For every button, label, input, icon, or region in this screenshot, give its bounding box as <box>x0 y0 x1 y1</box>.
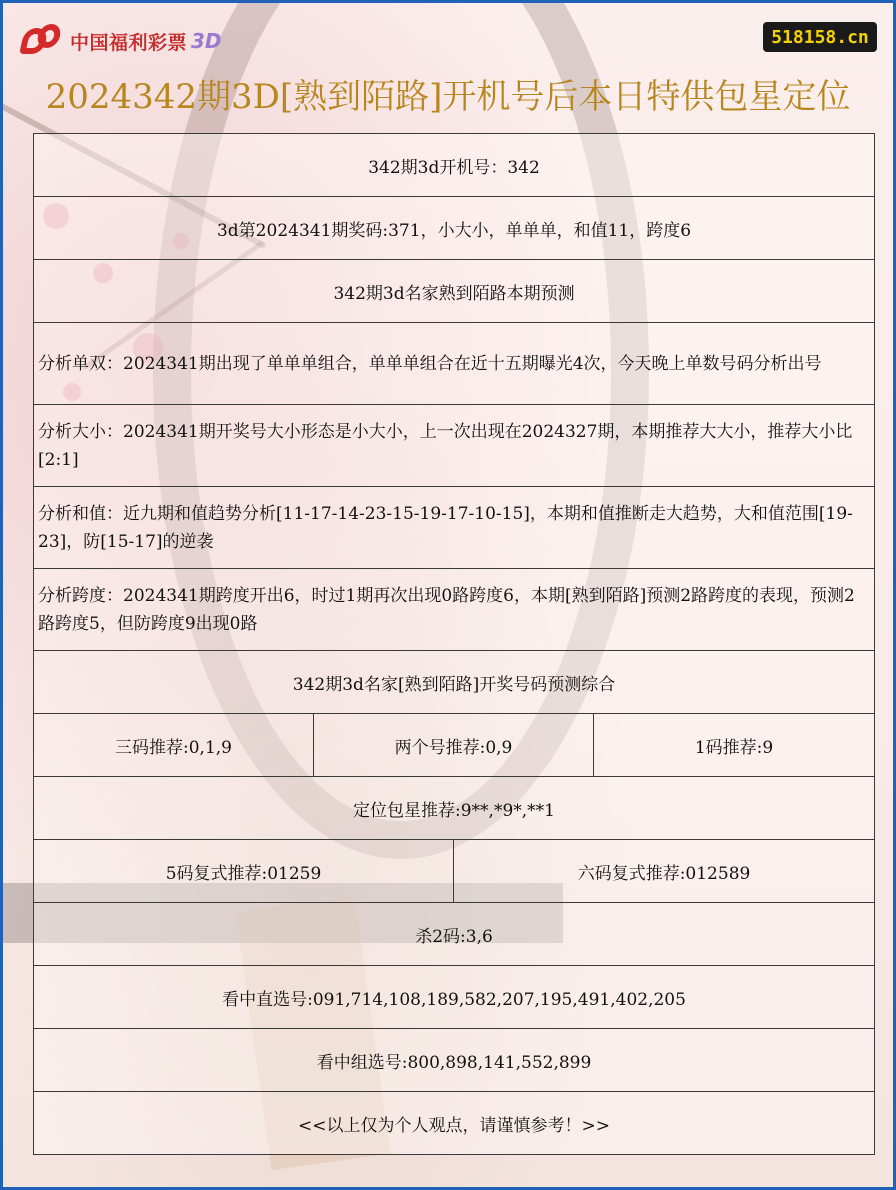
table-row <box>34 903 875 966</box>
table-row <box>34 840 875 903</box>
one-code-cell: 1码推荐:9 <box>594 714 875 777</box>
lottery-logo <box>22 21 222 61</box>
welfare-lottery-logo-icon <box>22 22 64 60</box>
page-title: 2024342期3D[熟到陌路]开机号后本日特供包星定位 <box>45 77 851 117</box>
direct-picks-cell: 看中直选号:091,714,108,189,582,207,195,491,402,205 <box>34 966 875 1029</box>
five-multi-cell: 5码复式推荐:01259 <box>34 840 454 903</box>
table-row <box>34 1092 875 1155</box>
disclaimer-cell: <<以上仅为个人观点，请谨慎参考！>> <box>34 1092 875 1155</box>
site-badge[interactable]: 518158.cn <box>763 22 877 52</box>
three-codes-cell: 三码推荐:0,1,9 <box>34 714 314 777</box>
two-codes-cell: 两个号推荐:0,9 <box>314 714 594 777</box>
analysis-span-cell: 分析跨度：2024341期跨度开出6，时过1期再次出现0路跨度6，本期[熟到陌路]预测2路跨度的表现，预测2路跨度5，但防跨度9出现0路 <box>34 569 875 651</box>
table-row <box>34 1029 875 1092</box>
table-row <box>34 260 875 323</box>
analysis-odd-even-cell: 分析单双：2024341期出现了单单单组合，单单单组合在近十五期曝光4次，今天晚上单数号码分析出号 <box>34 323 875 405</box>
table-row <box>34 777 875 840</box>
group-picks-cell: 看中组选号:800,898,141,552,899 <box>34 1029 875 1092</box>
table-row <box>34 197 875 260</box>
forecast-heading-cell: 342期3d名家熟到陌路本期预测 <box>34 260 875 323</box>
six-multi-cell: 六码复式推荐:012589 <box>454 840 875 903</box>
table-row <box>34 134 875 197</box>
table-row <box>34 487 875 569</box>
table-row <box>34 714 875 777</box>
table-row <box>34 405 875 487</box>
logo-3d-text: 3D <box>191 29 222 53</box>
logo-text: 中国福利彩票 <box>70 31 188 54</box>
open-number-cell: 342期3d开机号：342 <box>34 134 875 197</box>
last-draw-cell: 3d第2024341期奖码:371，小大小，单单单，和值11，跨度6 <box>34 197 875 260</box>
table-row <box>34 651 875 714</box>
table-row <box>34 323 875 405</box>
prediction-table <box>33 133 875 1155</box>
summary-heading-cell: 342期3d名家[熟到陌路]开奖号码预测综合 <box>34 651 875 714</box>
analysis-size-cell: 分析大小：2024341期开奖号大小形态是小大小，上一次出现在2024327期，本期推荐大大小，推荐大小比[2:1] <box>34 405 875 487</box>
table-row <box>34 569 875 651</box>
position-star-cell: 定位包星推荐:9**,*9*,**1 <box>34 777 875 840</box>
analysis-sum-cell: 分析和值：近九期和值趋势分析[11-17-14-23-15-19-17-10-15]，本期和值推断走大趋势，大和值范围[19-23]，防[15-17]的逆袭 <box>34 487 875 569</box>
kill-two-cell: 杀2码:3,6 <box>34 903 875 966</box>
table-row <box>34 966 875 1029</box>
